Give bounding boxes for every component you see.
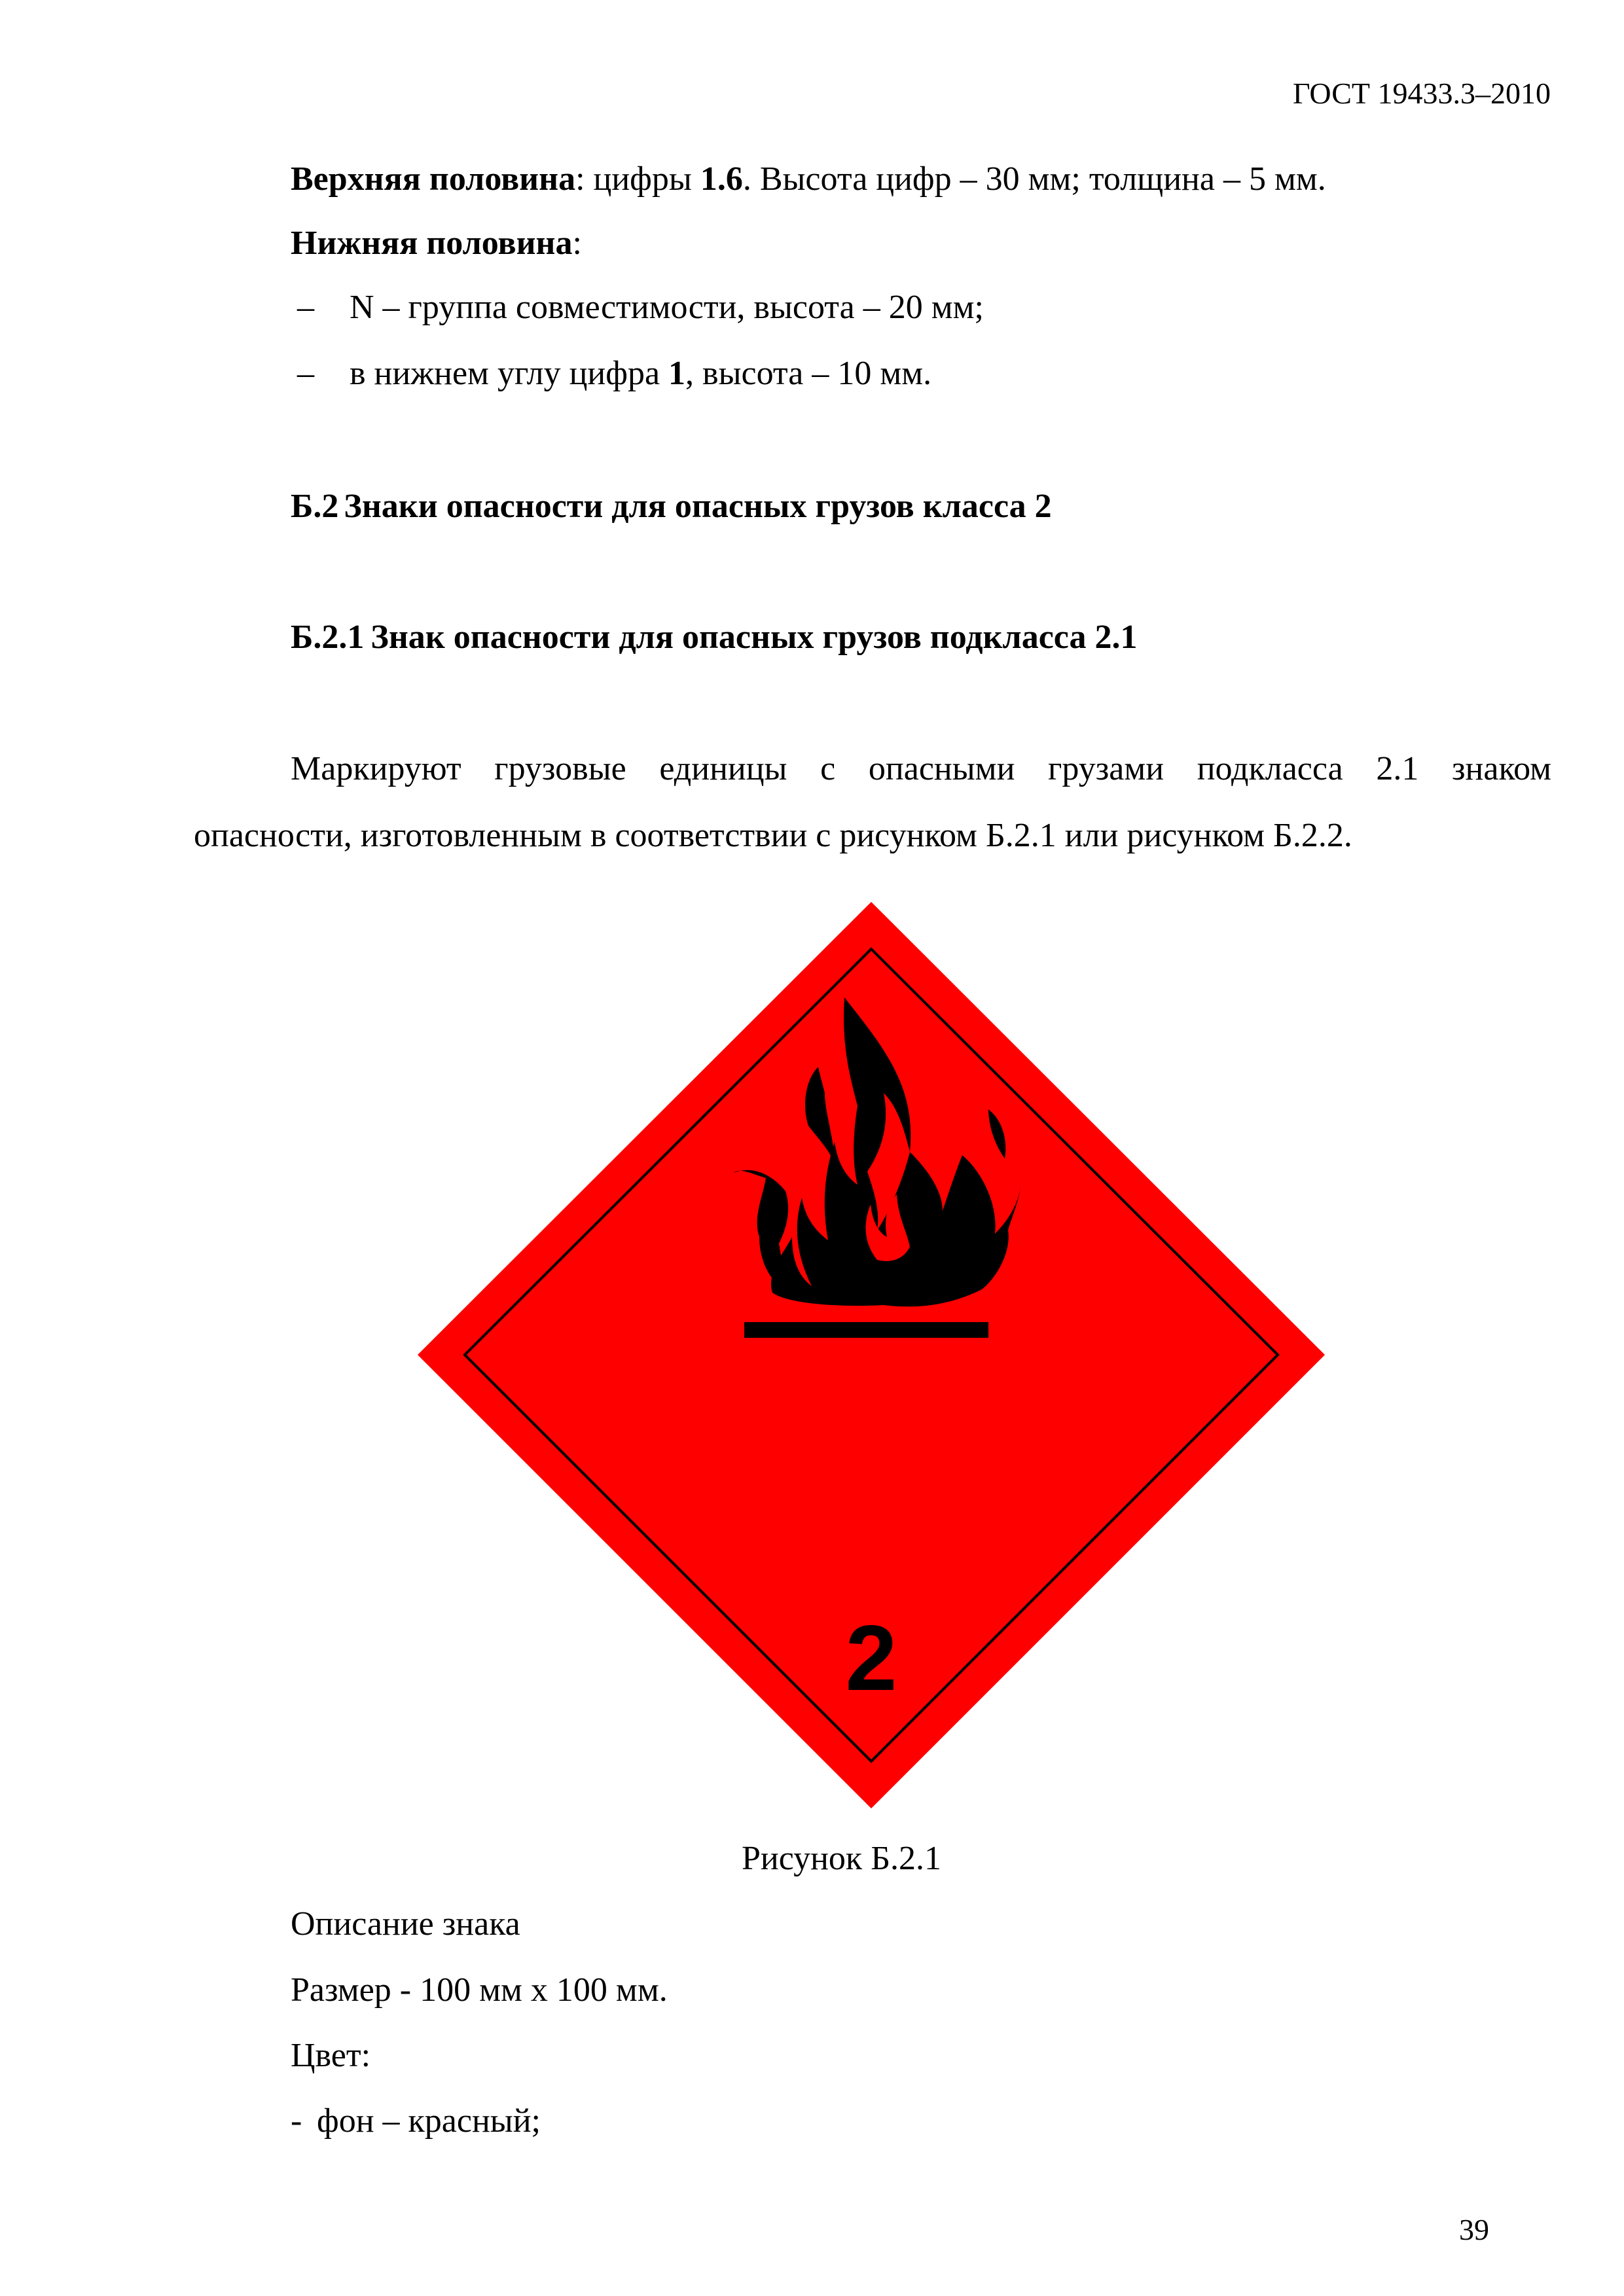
lower-half-colon: : <box>572 224 582 262</box>
section-title: Знак опасности для опасных грузов подкласса 2.1 <box>370 619 1138 656</box>
list-item-text-b: , высота – 10 мм. <box>685 355 932 392</box>
document-header: ГОСТ 19433.3–2010 <box>1292 77 1551 110</box>
sign-class-number: 2 <box>845 1606 897 1710</box>
figure-caption: Рисунок Б.2.1 <box>741 1840 942 1877</box>
upper-half-text-a: : цифры <box>575 160 700 198</box>
description-color-label: Цвет: <box>291 2037 371 2074</box>
paragraph-line-1: Маркируют грузовые единицы с опасными грузами подкласса 2.1 знаком <box>291 750 1551 787</box>
description-bg-text: фон – красный; <box>317 2102 541 2140</box>
page-number: 39 <box>1459 2213 1489 2246</box>
section-number: Б.2.1 <box>291 619 365 656</box>
lower-half-label: Нижняя половина <box>291 224 573 262</box>
upper-half-digits: 1.6 <box>700 160 743 198</box>
description-bg-dash: - <box>291 2102 302 2140</box>
list-item-bold: 1 <box>668 355 686 392</box>
description-size: Размер - 100 мм х 100 мм. <box>291 1971 668 2009</box>
list-item: N – группа совместимости, высота – 20 мм; <box>350 289 984 326</box>
section-number: Б.2 <box>291 488 339 525</box>
flame-base-bar <box>744 1322 988 1338</box>
upper-half-label: Верхняя половина <box>291 160 576 198</box>
list-dash: – <box>297 289 314 326</box>
paragraph-line-2: опасности, изготовленным в соответствии с рисунком Б.2.1 или рисунком Б.2.2. <box>194 817 1352 854</box>
upper-half-text-b: . Высота цифр – 30 мм; толщина – 5 мм. <box>742 160 1326 198</box>
section-title: Знаки опасности для опасных грузов класса 2 <box>344 488 1052 525</box>
description-title: Описание знака <box>291 1905 520 1943</box>
list-dash: – <box>297 355 314 392</box>
list-item-text-a: в нижнем углу цифра <box>350 355 669 392</box>
